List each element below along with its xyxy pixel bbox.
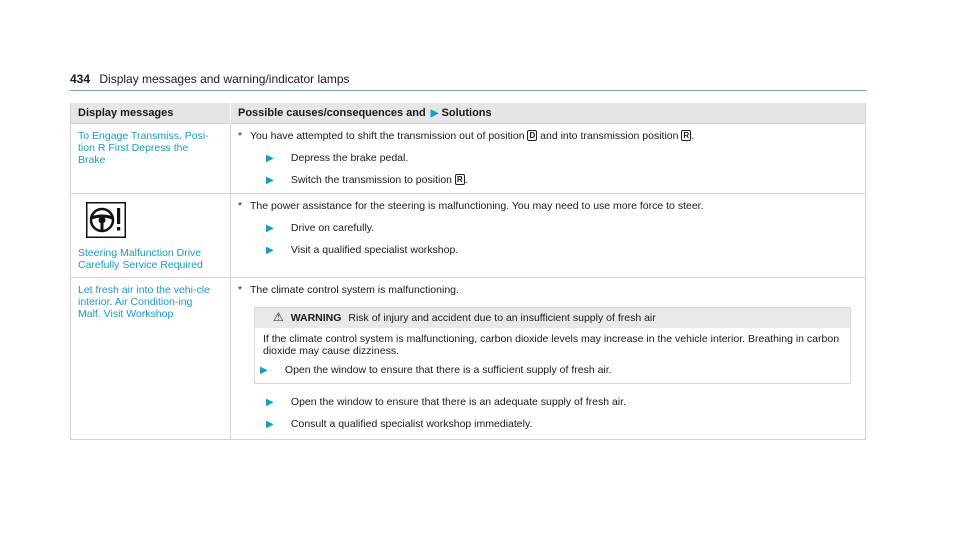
cause-cell	[231, 124, 866, 194]
table-row	[71, 194, 866, 278]
action-item: ▶ Drive on carefully.	[238, 222, 858, 235]
table-header-row	[71, 103, 866, 124]
display-message: To Engage Transmiss. Posi-tion R First Depress the Brake	[78, 130, 209, 166]
action-item: ▶ Consult a qualified specialist workshop immediately.	[238, 418, 858, 431]
col-header-causes: Possible causes/consequences and ▶ Solutions	[231, 103, 866, 124]
warning-label: WARNING	[290, 312, 342, 324]
table-row	[71, 124, 866, 194]
cause-text: The climate control system is malfunctioning.	[250, 284, 459, 296]
action-item: ▶ Open the window to ensure that there is an adequate supply of fresh air.	[238, 396, 858, 409]
star-icon: *	[238, 284, 243, 296]
message-cell	[71, 124, 231, 194]
star-icon: *	[238, 130, 243, 142]
page-header	[70, 72, 866, 91]
messages-table	[70, 103, 866, 440]
col-header-messages: Display messages	[71, 103, 231, 124]
arrow-icon: ▶	[266, 175, 274, 186]
arrow-icon: ▶	[266, 223, 274, 234]
arrow-icon: ▶	[260, 365, 268, 376]
warning-box	[254, 307, 851, 384]
gear-d-key-icon: D	[529, 131, 536, 140]
cause-cell	[231, 278, 866, 440]
message-cell	[71, 194, 231, 278]
cause-text: You have attempted to shift the transmission out of position D and into transmission position R .	[250, 130, 695, 142]
page-title: Display messages and warning/indicator lamps	[99, 72, 350, 86]
warning-body: If the climate control system is malfunctioning, carbon dioxide levels may increase in the vehicle interior. Breathing in carbon dioxide may cause dizziness.	[263, 333, 840, 357]
arrow-icon: ▶	[266, 245, 274, 256]
star-icon: *	[238, 200, 243, 212]
arrow-icon: ▶	[266, 397, 274, 408]
action-item: ▶ Depress the brake pedal.	[238, 152, 858, 165]
gear-r-key-icon: R	[683, 131, 690, 140]
action-item: ▶ Visit a qualified specialist workshop.	[238, 244, 858, 257]
arrow-icon: ▶	[266, 419, 274, 430]
arrow-icon: ▶	[430, 108, 439, 119]
cause-cell	[231, 194, 866, 278]
arrow-icon: ▶	[266, 153, 274, 164]
page-number: 434	[70, 72, 91, 86]
message-cell	[71, 278, 231, 440]
cause-text: The power assistance for the steering is malfunctioning. You may need to use more force to steer.	[250, 200, 704, 212]
gear-r-key-icon: R	[456, 175, 463, 184]
display-message: Let fresh air into the vehi-cle interior. Air Condition-ing Malf. Visit Workshop	[78, 284, 210, 320]
steering-wheel-warning-icon	[86, 202, 126, 238]
table-row	[71, 278, 866, 440]
warning-title: Risk of injury and accident due to an insufficient supply of fresh air	[348, 312, 656, 324]
warning-header	[255, 308, 850, 328]
action-item: ▶ Switch the transmission to position R .	[238, 174, 858, 187]
display-message: Steering Malfunction Drive Carefully Service Required	[78, 247, 203, 271]
warning-action: ▶ Open the window to ensure that there is a sufficient supply of fresh air.	[255, 362, 850, 383]
warning-icon: ⚠	[273, 310, 284, 324]
